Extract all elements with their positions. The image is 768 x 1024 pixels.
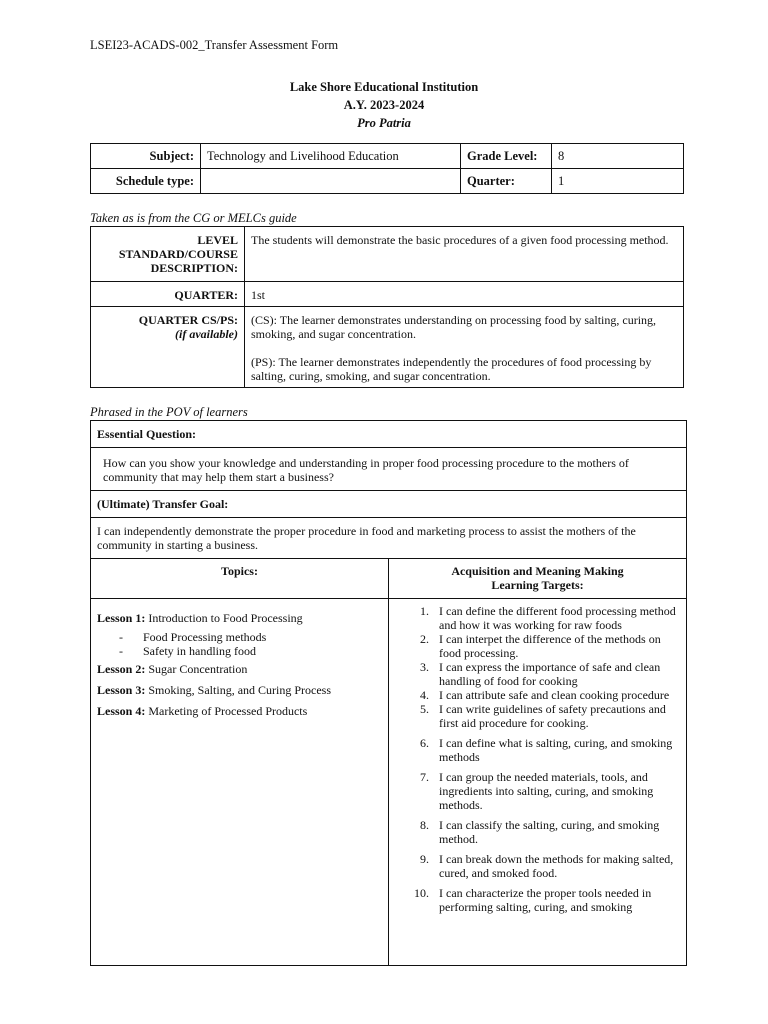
learning-target-item (399, 688, 680, 702)
subtopic-item (119, 630, 382, 644)
target-number: 1. (420, 604, 429, 618)
target-number: 3. (420, 660, 429, 674)
target-text: I can define what is salting, curing, and smoking methods (439, 736, 673, 764)
targets-header-line-2: Learning Targets: (491, 578, 584, 592)
learning-target-item (399, 660, 680, 688)
lesson-item (97, 662, 382, 677)
subtopic-text: Safety in handling food (143, 644, 256, 658)
institution-name: Lake Shore Educational Institution (289, 80, 479, 94)
target-number: 2. (420, 632, 429, 646)
target-text: I can define the different food processing method and how it was working for raw foods (439, 604, 676, 632)
targets-header-line-1: Acquisition and Meaning Making (451, 564, 624, 578)
schedule-type-label: Schedule type: (91, 169, 201, 194)
learning-targets-cell (389, 599, 687, 966)
goals-table (90, 420, 687, 966)
essential-question-value: How can you show your knowledge and understanding in proper food processing procedure to the mothers of community that may help them start a business? (91, 448, 687, 491)
learning-target-item (399, 632, 680, 660)
document-header (0, 78, 768, 132)
target-text: I can interpet the difference of the methods on food processing. (439, 632, 661, 660)
dash-bullet: - (119, 644, 123, 658)
learning-target-item (399, 604, 680, 632)
academic-year: A.Y. 2023-2024 (343, 98, 425, 112)
subject-label: Subject: (91, 144, 201, 169)
level-label-line-1: LEVEL (197, 233, 238, 247)
target-text: I can characterize the proper tools needed in performing salting, curing, and smoking (439, 886, 652, 914)
target-text: I can write guidelines of safety precautions and first aid procedure for cooking. (439, 702, 666, 730)
topics-header: Topics: (91, 559, 389, 599)
grade-level-value: 8 (552, 144, 684, 169)
schedule-type-value (201, 169, 461, 194)
lesson-label: Lesson 3: (97, 683, 146, 697)
quarter-label: Quarter: (461, 169, 552, 194)
subtopic-item (119, 644, 382, 658)
grade-level-label: Grade Level: (461, 144, 552, 169)
quarter-standard-label: QUARTER: (91, 282, 245, 307)
performance-standard-text: (PS): The learner demonstrates independently the procedures of food processing by salting, curing, smoking, and sugar concentration. (251, 355, 652, 383)
learning-target-item (399, 702, 680, 730)
lesson1-subtopics (97, 630, 382, 658)
lesson-item (97, 704, 382, 719)
cs-ps-sublabel: (if available) (175, 327, 238, 341)
cs-ps-value (245, 307, 684, 388)
cs-ps-label-text: QUARTER CS/PS: (138, 313, 238, 327)
info-table (90, 143, 684, 194)
target-text: I can express the importance of safe and clean handling of food for cooking (439, 660, 661, 688)
lesson-title: Sugar Concentration (148, 662, 248, 676)
learning-target-item (399, 818, 680, 846)
target-text: I can group the needed materials, tools, and ingredients into salting, curing, and smoking methods. (439, 770, 654, 812)
dash-bullet: - (119, 630, 123, 644)
target-number: 5. (420, 702, 429, 716)
essential-question-label: Essential Question: (91, 421, 687, 448)
lesson-title: Introduction to Food Processing (148, 611, 303, 625)
topics-cell (91, 599, 389, 966)
learning-target-item (399, 736, 680, 764)
learning-target-item (399, 852, 680, 880)
content-standard-text: (CS): The learner demonstrates understanding on processing food by salting, curing, smoking, and sugar concentration. (251, 313, 657, 341)
target-text: I can classify the salting, curing, and smoking method. (439, 818, 660, 846)
cs-ps-label (91, 307, 245, 388)
target-text: I can attribute safe and clean cooking procedure (439, 688, 670, 702)
subtopic-text: Food Processing methods (143, 630, 267, 644)
level-standard-label (91, 227, 245, 282)
lesson-item (97, 611, 382, 626)
quarter-value: 1 (552, 169, 684, 194)
level-standard-value: The students will demonstrate the basic procedures of a given food processing method. (245, 227, 684, 282)
target-number: 9. (420, 852, 429, 866)
document-code: LSEI23-ACADS-002_Transfer Assessment Form (90, 38, 339, 52)
level-label-line-2: STANDARD/COURSE (118, 247, 238, 261)
institution-motto: Pro Patria (357, 116, 411, 130)
cg-note: Taken as is from the CG or MELCs guide (90, 211, 297, 225)
lesson-item (97, 683, 382, 698)
target-number: 7. (420, 770, 429, 784)
target-number: 6. (420, 736, 429, 750)
standards-table (90, 226, 684, 388)
learning-targets-header (389, 559, 687, 599)
lesson-label: Lesson 4: (97, 704, 146, 718)
learning-target-item (399, 770, 680, 812)
level-label-line-3: DESCRIPTION: (150, 261, 238, 275)
lesson-label: Lesson 2: (97, 662, 146, 676)
lesson-title: Marketing of Processed Products (148, 704, 308, 718)
target-text: I can break down the methods for making salted, cured, and smoked food. (439, 852, 674, 880)
transfer-goal-label: (Ultimate) Transfer Goal: (91, 491, 687, 518)
learning-target-item (399, 886, 680, 914)
quarter-standard-value: 1st (245, 282, 684, 307)
target-number: 4. (420, 688, 429, 702)
target-number: 8. (420, 818, 429, 832)
pov-note: Phrased in the POV of learners (90, 405, 248, 419)
learning-targets-list (399, 604, 680, 914)
lesson-label: Lesson 1: (97, 611, 146, 625)
target-number: 10. (414, 886, 429, 900)
lesson-title: Smoking, Salting, and Curing Process (148, 683, 332, 697)
transfer-goal-value: I can independently demonstrate the proper procedure in food and marketing process to assist the mothers of the community in starting a business. (91, 518, 687, 559)
subject-value: Technology and Livelihood Education (201, 144, 461, 169)
